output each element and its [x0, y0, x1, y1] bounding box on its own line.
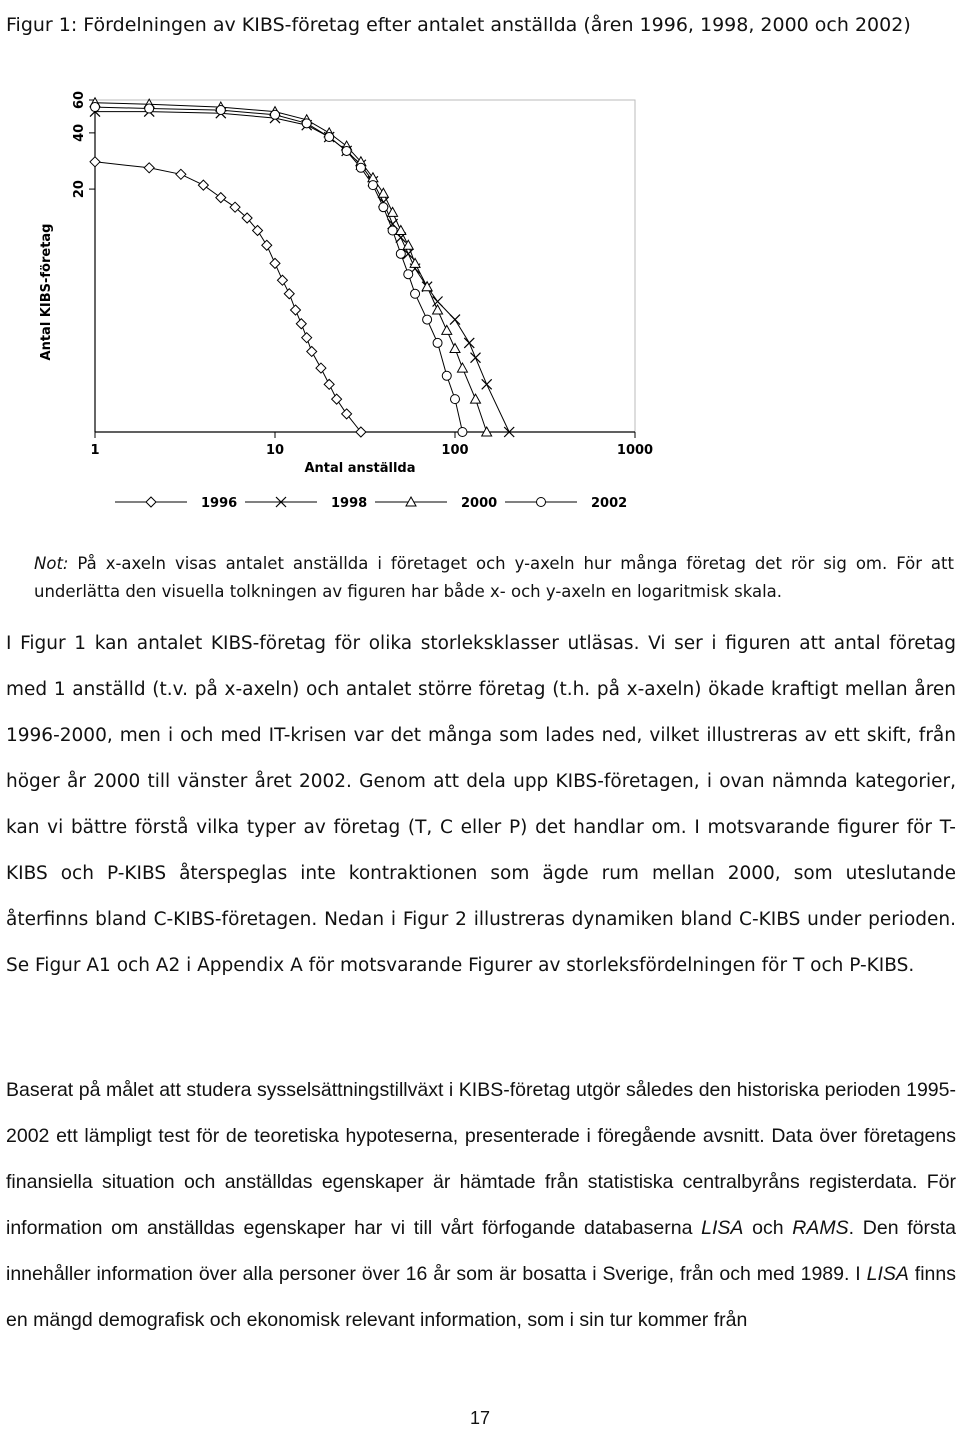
para2-lisa-1: LISA [701, 1217, 744, 1239]
data-point-1996 [284, 289, 294, 299]
data-point-2002 [271, 110, 280, 119]
data-point-2000 [471, 394, 481, 403]
data-point-1996 [144, 163, 154, 173]
employee-distribution-chart [30, 90, 654, 522]
data-point-2002 [342, 146, 351, 155]
data-point-2002 [451, 395, 460, 404]
body-paragraph-2 [6, 1067, 956, 1343]
data-point-2002 [356, 163, 365, 172]
data-point-1998 [482, 379, 492, 389]
data-point-1996 [176, 169, 186, 179]
data-point-1996 [216, 193, 226, 203]
note-text: På x-axeln visas antalet anställda i företaget och y-axeln hur många företag det rör sig om. För att underlätta den visuella tolkningen av figuren har både x- och y-axeln en logaritmisk skala. [34, 554, 954, 601]
series-line-2000 [95, 103, 487, 432]
data-point-1996 [332, 394, 342, 404]
data-point-1996 [277, 275, 287, 285]
data-point-2000 [450, 344, 460, 353]
data-point-1996 [316, 363, 326, 373]
x-tick-label: 1000 [616, 443, 654, 458]
data-point-2002 [442, 371, 451, 380]
y-tick-label: 20 [72, 180, 87, 199]
data-point-1998 [471, 353, 481, 363]
para2-text-1: Baserat på målet att studera sysselsättningstillväxt i KIBS-företag utgör således den historiska perioden 1995-2002 ett lämpligt test för de teoretiska hypoteserna, presenterade i föregående avsnitt. Data över företagens finansiella situation och anställdas egenskaper är hämtade från statistiska centralbyråns registerdata. För information om anställdas egenskaper har vi till vårt förfogande databaserna [6, 1079, 956, 1239]
data-point-1996 [270, 258, 280, 268]
data-point-2002 [411, 289, 420, 298]
legend-label-2002: 2002 [591, 496, 628, 511]
data-point-1996 [307, 346, 317, 356]
data-point-1996 [324, 379, 334, 389]
data-point-2002 [302, 119, 311, 128]
x-axis-label: Antal anställda [304, 461, 416, 476]
series-line-1996 [95, 162, 361, 432]
data-point-1996 [356, 427, 366, 437]
x-tick-label: 1 [90, 443, 100, 458]
data-point-2002 [145, 104, 154, 113]
data-point-1996 [90, 157, 100, 167]
para2-text-2: och [743, 1217, 793, 1239]
para2-rams: RAMS [792, 1217, 849, 1239]
plot-area-border [95, 100, 635, 432]
legend-label-2000: 2000 [461, 496, 498, 511]
data-point-2002 [325, 133, 334, 142]
x-tick-label: 10 [265, 443, 285, 458]
data-point-1998 [450, 315, 460, 325]
data-point-1996 [302, 333, 312, 343]
data-point-1998 [464, 338, 474, 348]
data-point-2002 [379, 203, 388, 212]
data-point-1996 [198, 180, 208, 190]
data-point-2000 [388, 207, 398, 216]
y-tick-label: 40 [72, 123, 87, 142]
y-axis-label: Antal KIBS-företag [39, 223, 54, 361]
note-label: Not: [34, 554, 69, 573]
legend-marker-1996 [146, 497, 156, 507]
data-point-1996 [291, 305, 301, 315]
legend-label-1998: 1998 [331, 496, 368, 511]
data-point-2002 [368, 181, 377, 190]
figure-caption: Figur 1: Fördelningen av KIBS-företag efter antalet anställda (åren 1996, 1998, 2000 och 2002) [6, 14, 911, 36]
data-point-2002 [396, 249, 405, 258]
data-point-2002 [388, 226, 397, 235]
data-point-2002 [404, 270, 413, 279]
series-lines [95, 103, 509, 432]
data-point-2000 [378, 188, 388, 197]
data-point-2002 [433, 338, 442, 347]
data-point-2002 [458, 428, 467, 437]
y-tick-label: 60 [72, 90, 87, 110]
data-point-1996 [342, 409, 352, 419]
figure-note [34, 550, 954, 606]
data-point-2002 [423, 315, 432, 324]
series-line-1998 [95, 112, 509, 432]
para2-text-3: . Den första innehåller information över alla personer över 16 år som är bosatta i Sverige, från och med 1989. I [6, 1217, 957, 1285]
data-point-2000 [442, 325, 452, 334]
body-paragraph-1: I Figur 1 kan antalet KIBS-företag för olika storleksklasser utläsas. Vi ser i figuren att antal företag med 1 anställd (t.v. på x-axeln) och antalet större företag (t.h. på x-axeln) ökade kraftigt mellan åren 1996-2000, men i och med IT-krisen var det många som lades ned, vilket illustreras av ett skift, från höger år 2000 till vänster året 2002. Genom att dela upp KIBS-företagen, i ovan nämnda kategorier, kan vi bättre förstå vilka typer av företag (T, C eller P) det handlar om. I motsvarande figurer för T-KIBS och P-KIBS återspeglas inte kontraktionen som ägde rum mellan 2000, som uteslutande återfinns bland C-KIBS-företagen. Nedan i Figur 2 illustreras dynamiken bland C-KIBS under perioden. Se Figur A1 och A2 i Appendix A för motsvarande Figurer av storleksfördelningen för T och P-KIBS. [6, 633, 956, 976]
para2-lisa-2: LISA [866, 1263, 909, 1285]
data-point-2002 [216, 106, 225, 115]
axis-ticks [72, 91, 653, 458]
data-point-2002 [91, 103, 100, 112]
plot-frame [95, 100, 635, 432]
chart-legend [115, 496, 627, 511]
x-tick-label: 100 [441, 443, 469, 458]
legend-label-1996: 1996 [201, 496, 238, 511]
data-point-1996 [262, 240, 272, 250]
para2-text-4: finns en mängd demografisk och ekonomisk relevant information, som i sin tur kommer från [6, 1263, 956, 1331]
data-point-2000 [433, 305, 443, 314]
data-point-2000 [457, 363, 467, 372]
legend-marker-2002 [537, 498, 546, 507]
page-number: 17 [469, 1408, 491, 1428]
data-point-1996 [296, 319, 306, 329]
